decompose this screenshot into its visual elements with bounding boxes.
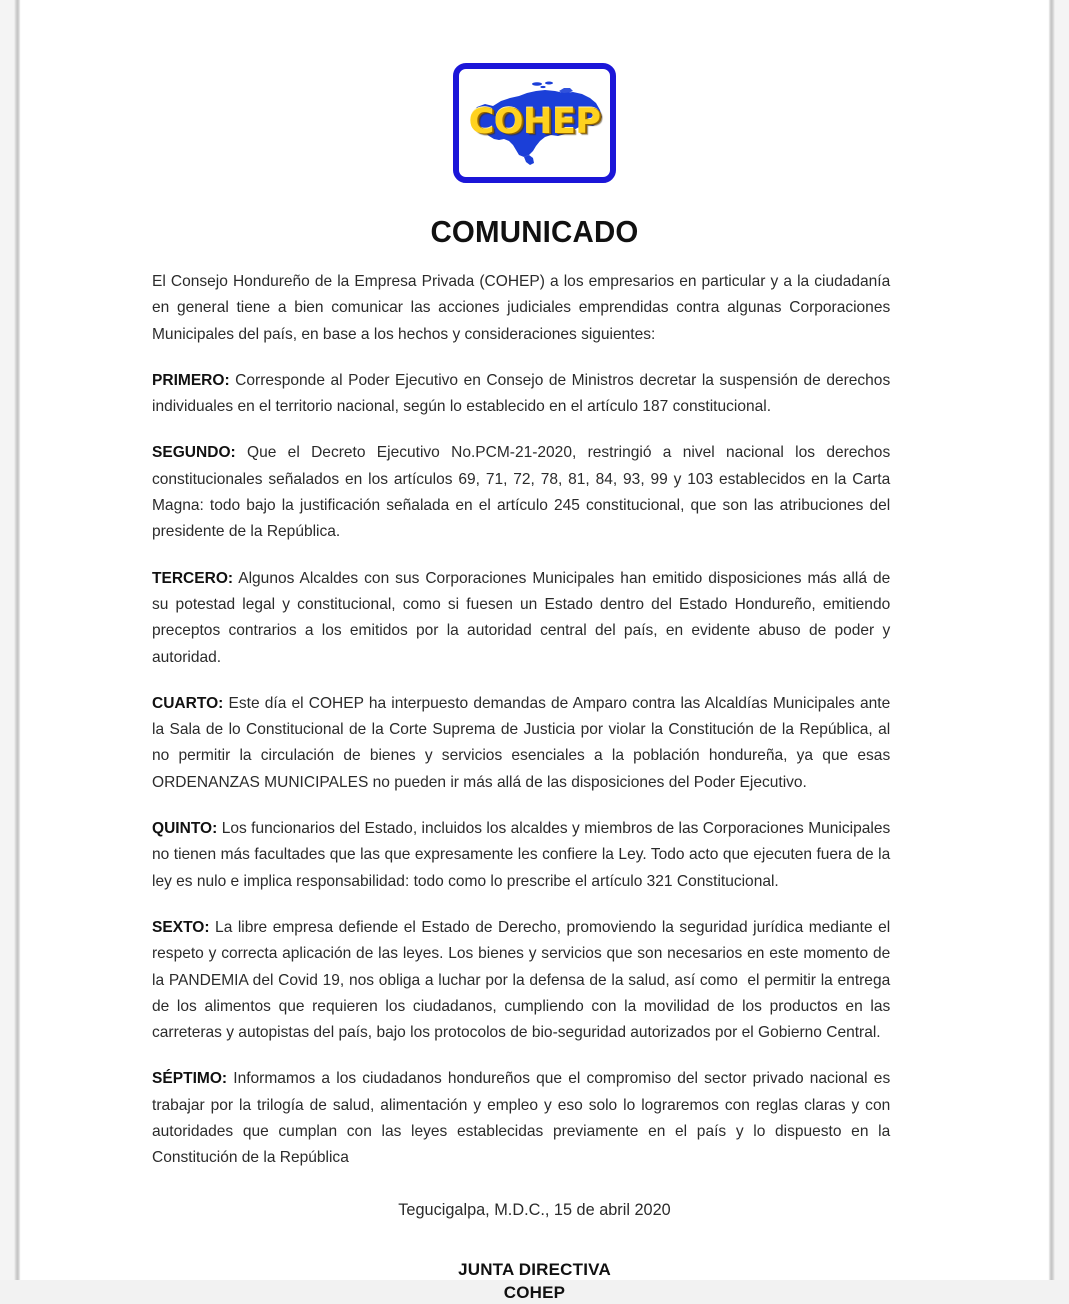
clause-text-cuarto: Este día el COHEP ha interpuesto demandas de Amparo contra las Alcaldías Municipales ante la Sala de lo Constitucional de la Corte Suprema de Justicia por violar la Constitución de la República, al no permitir la circulación de bienes y servicios esenciales a la población hondureña, ya que esas ORDENANZAS MUNICIPALES no pueden ir más allá de las disposiciones del Poder Ejecutivo. — [152, 693, 895, 791]
clause-septimo — [152, 1065, 895, 1170]
page-right-edge-shadow — [1048, 0, 1055, 1280]
clause-lead-sexto: SEXTO: — [152, 917, 210, 936]
clause-segundo — [152, 439, 895, 544]
clause-lead-cuarto: CUARTO: — [152, 693, 224, 712]
place-and-date: Tegucigalpa, M.D.C., 15 de abril 2020 — [398, 1200, 671, 1219]
clause-lead-primero: PRIMERO: — [152, 370, 230, 389]
clause-quinto — [152, 815, 895, 894]
clause-lead-segundo: SEGUNDO: — [152, 443, 236, 462]
signature-cohep: COHEP — [503, 1282, 566, 1302]
document-footer — [152, 1171, 917, 1304]
clause-text-septimo: Informamos a los ciudadanos hondureños que el compromiso del sector privado nacional es trabajar por la trilogía de salud, alimentación y empleo y eso solo lo lograremos con reglas claras y con autoridades que cumplan con las leyes establecidas previamente en el país y lo dispuesto en la Constitución de la República — [152, 1069, 895, 1167]
cohep-wordmark: COHEP — [468, 101, 601, 142]
clause-tercero — [152, 565, 895, 670]
document-page — [20, 0, 1049, 1302]
cohep-logo — [453, 63, 616, 183]
clause-cuarto — [152, 690, 895, 795]
clause-lead-quinto: QUINTO: — [152, 819, 218, 838]
clause-text-quinto: Los funcionarios del Estado, incluidos los alcaldes y miembros de las Corporaciones Municipales no tienen más facultades que las que expresamente les confiere la Ley. Todo acto que ejecuten fuera de la ley es nulo e implica responsabilidad: todo como lo prescribe el artículo 321 Constitucional. — [152, 819, 895, 890]
intro-paragraph: El Consejo Hondureño de la Empresa Privada (COHEP) a los empresarios en particular y a la ciudadanía en general tiene a bien comunicar las acciones judiciales emprendidas contra algunas Corporaciones Municipales del país, en base a los hechos y consideraciones siguientes: — [152, 272, 895, 343]
logo-container — [20, 0, 1049, 183]
document-body — [152, 250, 917, 1171]
clause-text-tercero: Algunos Alcaldes con sus Corporaciones Municipales han emitido disposiciones más allá de su potestad legal y constitucional, como si fuesen un Estado dentro del Estado Hondureño, emitiendo preceptos contrarios a los emitidos por la autoridad central del país, en evidente abuso de poder y autoridad. — [152, 568, 895, 666]
clause-sexto — [152, 914, 895, 1045]
clause-text-sexto: La libre empresa defiende el Estado de Derecho, promoviendo la seguridad jurídica mediante el respeto y correcta aplicación de las leyes. Los bienes y servicios que son necesarios en este momento de la PANDEMIA del Covid 19, nos obliga a luchar por la defensa de la salud, así como el permitir la entrega de los alimentos que requieren los ciudadanos, cumpliendo con la movilidad de los productos en las carreteras y autopistas del país, bajo los protocolos de bio-seguridad autorizados por el Gobierno Central. — [152, 917, 895, 1042]
clause-text-primero: Corresponde al Poder Ejecutivo en Consejo de Ministros decretar la suspensión de derechos individuales en el territorio nacional, según lo establecido en el artículo 187 constitucional. — [152, 370, 895, 416]
page-title: COMUNICADO — [430, 214, 639, 249]
clause-text-segundo: Que el Decreto Ejecutivo No.PCM-21-2020, restringió a nivel nacional los derechos constitucionales señalados en los artículos 69, 71, 72, 78, 81, 84, 93, 99 y 103 establecidos en la Carta Magna: todo bajo la justificación señalada en el artículo 245 constitucional, que son las atribuciones del presidente de la República. — [152, 443, 895, 541]
clause-lead-tercero: TERCERO: — [152, 568, 234, 587]
clause-lead-septimo: SÉPTIMO: — [152, 1069, 228, 1088]
signature-junta-directiva: JUNTA DIRECTIVA — [458, 1259, 611, 1279]
clause-primero — [152, 367, 895, 420]
signature-block — [152, 1258, 917, 1304]
